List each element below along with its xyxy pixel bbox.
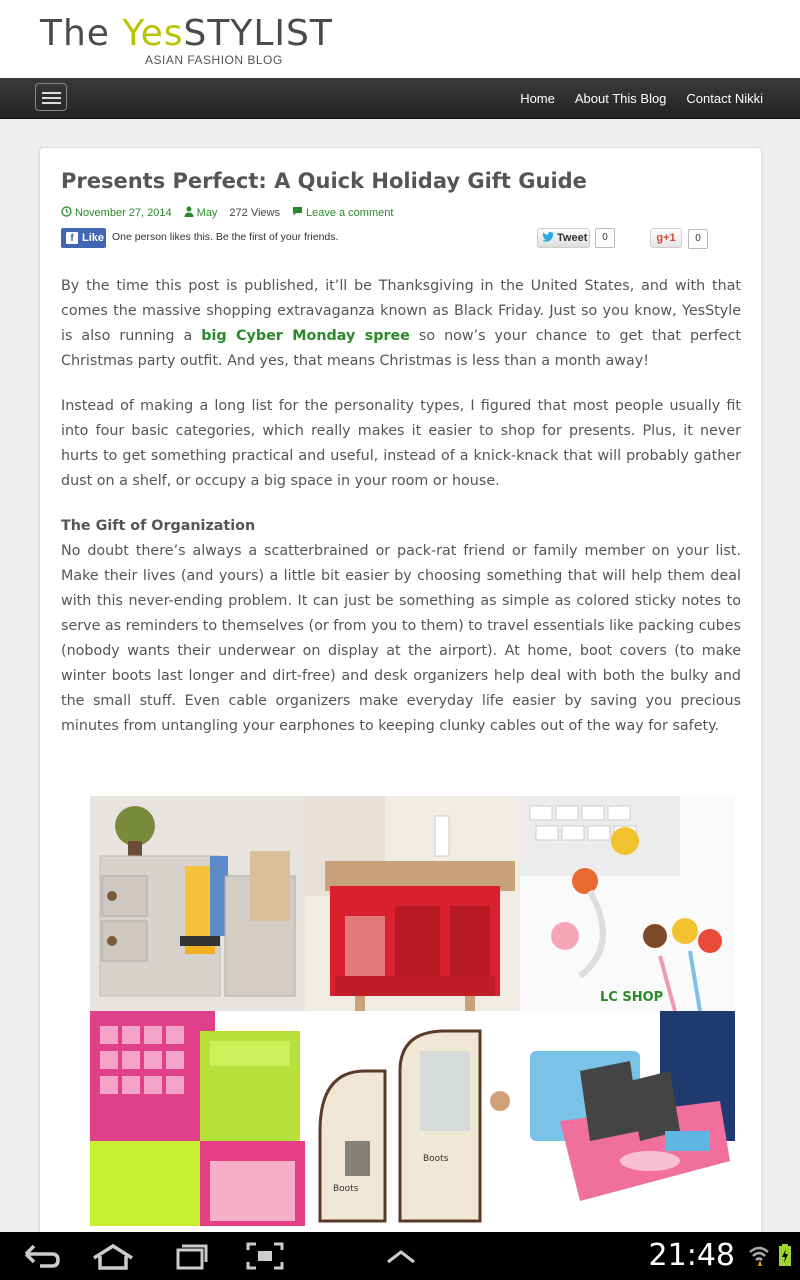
facebook-like-text: One person likes this. Be the first of your friends. <box>112 231 339 243</box>
post-author[interactable]: May <box>196 207 218 219</box>
section-heading: The Gift of Organization <box>61 518 256 534</box>
nav-bar <box>0 78 800 119</box>
post-meta <box>61 206 405 220</box>
gallery-image-desk-organizer[interactable] <box>90 796 305 1011</box>
product-gallery <box>90 796 735 1226</box>
gallery-image-boot-covers[interactable] <box>305 1011 520 1226</box>
wifi-icon <box>748 1244 770 1271</box>
post-date[interactable]: November 27, 2014 <box>75 207 172 219</box>
paragraph-categories: Instead of making a long list for the personality types, I figured that most people usually fit into four basic categories, which really makes it easier to shop for presents. Plus, it never hurts to get something practical and useful, instead of a knick-knack that will probably gather dust on a shelf, or occupy a big space in your room or house. <box>61 398 741 489</box>
logo-wordmark: The YesSTYLIST <box>40 13 333 54</box>
battery-icon <box>779 1244 791 1266</box>
social-share-bar <box>61 228 741 250</box>
back-icon[interactable] <box>16 1240 66 1272</box>
gallery-image-red-organizer[interactable] <box>305 796 520 1011</box>
facebook-icon: f <box>66 232 78 244</box>
cyber-monday-link[interactable]: big Cyber Monday spree <box>201 328 410 344</box>
facebook-like-label: Like <box>82 232 105 244</box>
google-plus-label: +1 <box>663 232 676 244</box>
nav-links <box>500 78 763 118</box>
tweet-label: Tweet <box>557 232 588 244</box>
gallery-image-drawer-organizers[interactable] <box>90 1011 305 1226</box>
logo-tagline: ASIAN FASHION BLOG <box>145 53 283 67</box>
chevron-up-icon[interactable] <box>376 1240 426 1272</box>
nav-link-contact[interactable]: Contact Nikki <box>686 90 763 106</box>
user-icon <box>184 206 194 220</box>
twitter-icon <box>542 232 554 245</box>
facebook-like-button[interactable] <box>61 228 106 248</box>
paragraph-organization: The Gift of Organization No doubt there’s always a scatterbrained or pack-rat friend or family member on your list. Make their lives (and yours) a little bit easier by choosing something that will help them deal with this never-ending problem. It can just be something as simple as colored sticky notes to serve as reminders to themselves (or from you to them) to travel essentials like packing cubes (nobody wants their underwear on display at the airport). At home, boot covers (to make winter boots last longer and dirt-free) and desk organizers help deal with both the bulky and the small stuff. Even cable organizers make everyday life easier by saving you precious minutes from untangling your earphones to keeping clunky cables out of the way for safety. <box>61 514 741 739</box>
boot-label-large: Boots <box>423 1154 449 1164</box>
nav-link-about[interactable]: About This Blog <box>574 90 667 106</box>
screenshot-icon[interactable] <box>240 1240 290 1272</box>
gallery-image-shoe-bags[interactable] <box>520 1011 735 1226</box>
site-logo[interactable] <box>40 13 333 70</box>
tweet-button[interactable] <box>537 228 590 248</box>
post-content <box>61 274 741 759</box>
nav-link-home[interactable]: Home <box>520 90 555 106</box>
tweet-count: 0 <box>595 228 615 248</box>
hamburger-icon[interactable] <box>35 83 67 111</box>
recents-icon[interactable] <box>164 1240 214 1272</box>
gallery-image-cable-organizers[interactable] <box>520 796 735 1011</box>
google-plus-icon: g <box>656 232 664 244</box>
post-title[interactable]: Presents Perfect: A Quick Holiday Gift Guide <box>61 169 587 193</box>
google-plus-button[interactable] <box>650 228 682 248</box>
paragraph-intro: By the time this post is published, it’ll be Thanksgiving in the United States, and with that comes the massive shopping extravaganza known as Black Friday. Just so you know, YesStyle is also running a big Cyber Monday spree so now’s your chance to get that perfect Christmas party outfit. And yes, that means Christmas is less than a month away! <box>61 278 741 369</box>
clock-icon <box>61 206 72 220</box>
android-system-bar <box>0 1232 800 1280</box>
comment-icon <box>292 206 303 220</box>
status-clock: 21:48 <box>648 1238 735 1273</box>
google-plus-count: 0 <box>688 229 708 249</box>
leave-comment-link[interactable]: Leave a comment <box>305 207 394 219</box>
lc-shop-watermark: LC SHOP <box>600 990 664 1005</box>
home-icon[interactable] <box>88 1240 138 1272</box>
boot-label-small: Boots <box>333 1184 359 1194</box>
site-header <box>0 0 800 78</box>
post-views: 272 Views <box>229 207 280 219</box>
